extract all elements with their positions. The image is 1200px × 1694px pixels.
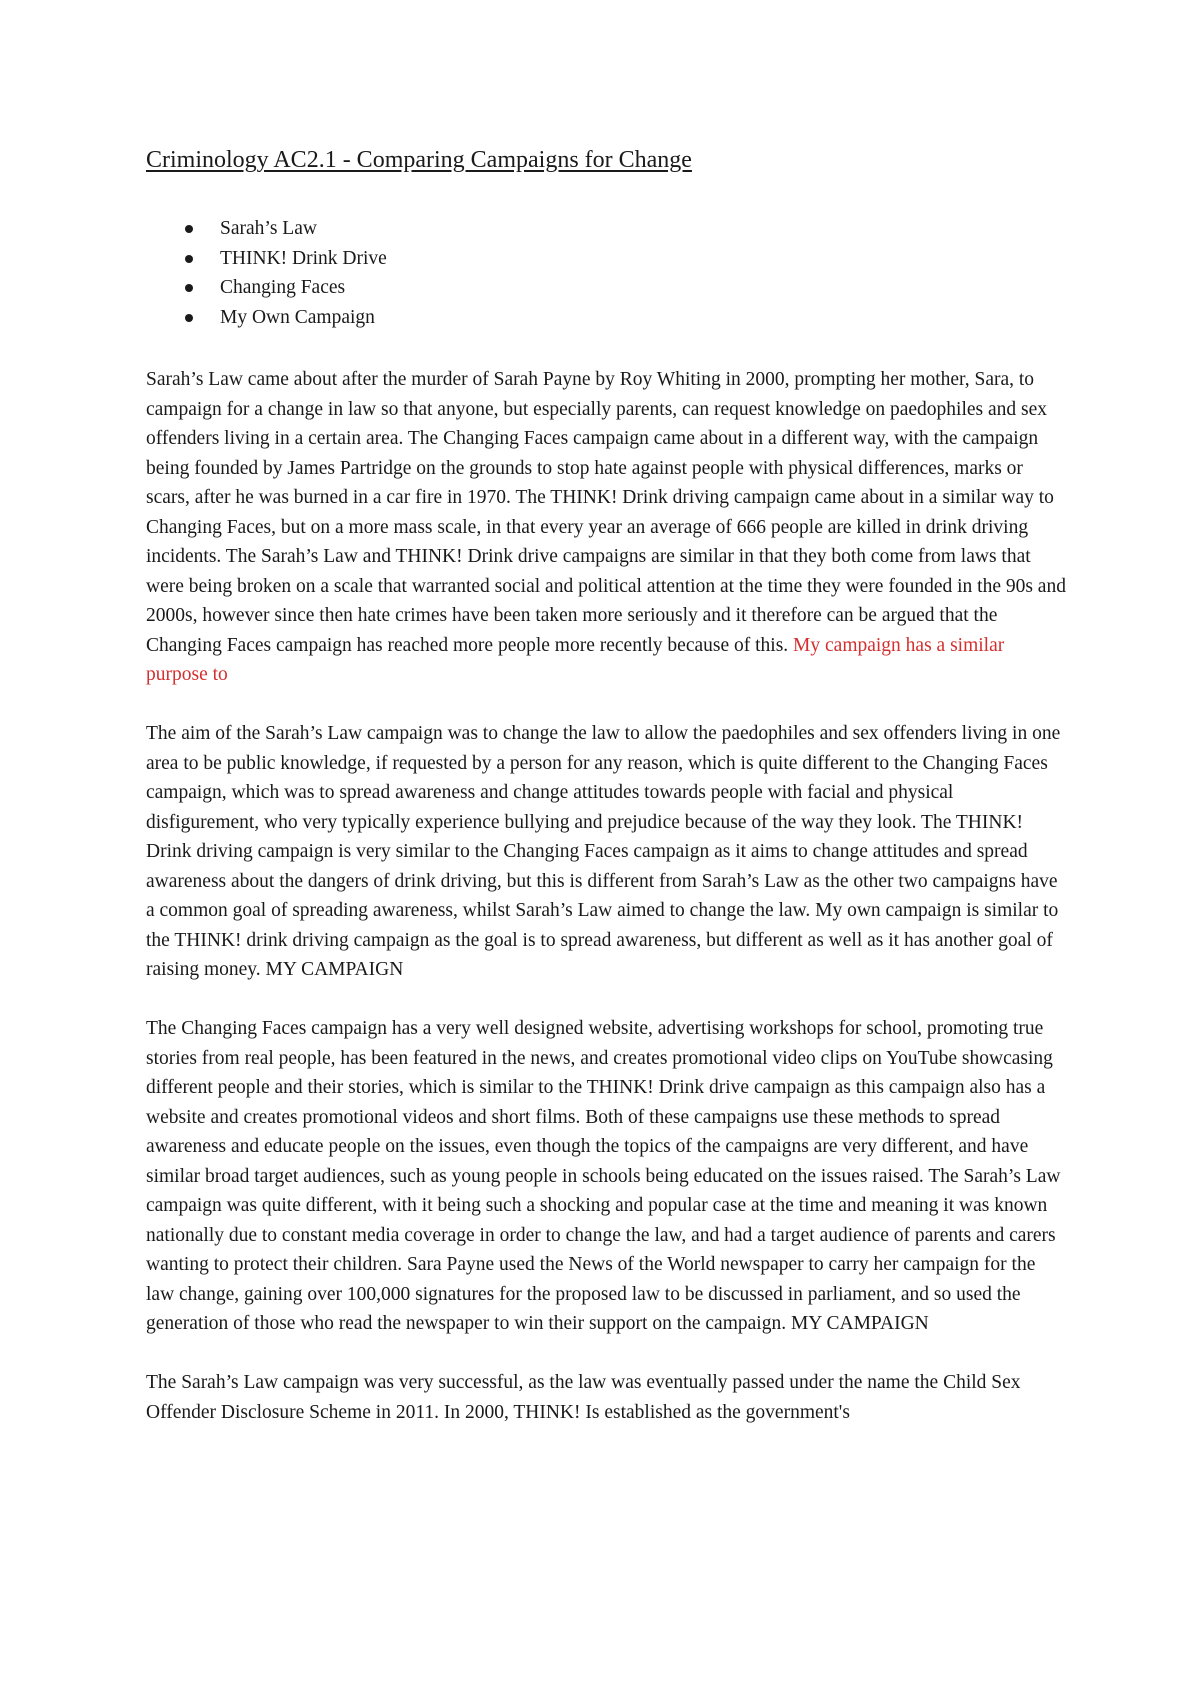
highlighted-note: My campaign has a similar purpose to — [146, 634, 1005, 685]
document-title: Criminology AC2.1 - Comparing Campaigns for Change — [146, 147, 692, 173]
document-page — [146, 142, 1066, 1457]
paragraph-aims — [146, 719, 1066, 985]
paragraph-text: Sarah’s Law came about after the murder of Sarah Payne by Roy Whiting in 2000, prompting her mother, Sara, to campaign for a change in law so that anyone, but especially parents, can request knowledge on paedophiles and sex offenders living in a certain area. The Changing Faces campaign came about in a different way, with the campaign being founded by James Partridge on the grounds to stop hate against people with physical differences, marks or scars, after he was burned in a car fire in 1970. The THINK! Drink driving campaign came about in a similar way to Changing Faces, but on a more mass scale, in that every year an average of 666 people are killed in drink driving incidents. The Sarah’s Law and THINK! Drink drive campaigns are similar in that they both come from laws that were being broken on a scale that warranted social and political attention at the time they were founded in the 90s and 2000s, however since then hate crimes have been taken more seriously and it therefore can be argued that the Changing Faces campaign has reached more people more recently because of this. — [146, 369, 1066, 656]
list-item-text: THINK! Drink Drive — [220, 247, 387, 269]
list-item — [146, 303, 1066, 333]
campaign-list — [146, 214, 1066, 332]
bullet-icon — [185, 255, 193, 263]
paragraph-success — [146, 1368, 1066, 1427]
paragraph-text: The Sarah’s Law campaign was very successful, as the law was eventually passed under the name the Child Sex Offender Disclosure Scheme in 2011. In 2000, THINK! Is established as the government's — [146, 1372, 1021, 1423]
list-item — [146, 244, 1066, 274]
list-item — [146, 273, 1066, 303]
list-item-text: My Own Campaign — [220, 306, 375, 328]
bullet-icon — [185, 284, 193, 292]
paragraph-origins — [146, 365, 1066, 690]
paragraph-text: The aim of the Sarah’s Law campaign was to change the law to allow the paedophiles and sex offenders living in one area to be public knowledge, if requested by a person for any reason, which is quite different to the Changing Faces campaign, which was to spread awareness and change attitudes towards people with facial and physical disfigurement, who very typically experience bullying and prejudice because of the way they look. The THINK! Drink driving campaign is very similar to the Changing Faces campaign as it aims to change attitudes and spread awareness about the dangers of drink driving, but this is different from Sarah’s Law as the other two campaigns have a common goal of spreading awareness, whilst Sarah’s Law aimed to change the law. My own campaign is similar to the THINK! drink driving campaign as the goal is to spread awareness, but different as well as it has another goal of raising money. MY CAMPAIGN — [146, 723, 1061, 980]
list-item-text: Changing Faces — [220, 277, 346, 298]
list-item — [146, 214, 1066, 244]
bullet-icon — [185, 225, 193, 233]
bullet-icon — [185, 314, 193, 322]
paragraph-methods — [146, 1014, 1066, 1339]
paragraph-text: The Changing Faces campaign has a very well designed website, advertising workshops for school, promoting true stories from real people, has been featured in the news, and creates promotional video clips on YouTube showcasing different people and their stories, which is similar to the THINK! Drink drive campaign as this campaign also has a website and creates promotional videos and short films. Both of these campaigns use these methods to spread awareness and educate people on the issues, even though the topics of the campaigns are very different, and have similar broad target audiences, such as young people in schools being educated on the issues raised. The Sarah’s Law campaign was quite different, with it being such a shocking and popular case at the time and meaning it was known nationally due to constant media coverage in order to change the law, and had a target audience of parents and carers wanting to protect their children. Sara Payne used the News of the World newspaper to carry her campaign for the law change, gaining over 100,000 signatures for the proposed law to be discussed in parliament, and so used the generation of those who read the newspaper to win their support on the campaign. MY CAMPAIGN — [146, 1018, 1061, 1334]
list-item-text: Sarah’s Law — [220, 218, 317, 239]
